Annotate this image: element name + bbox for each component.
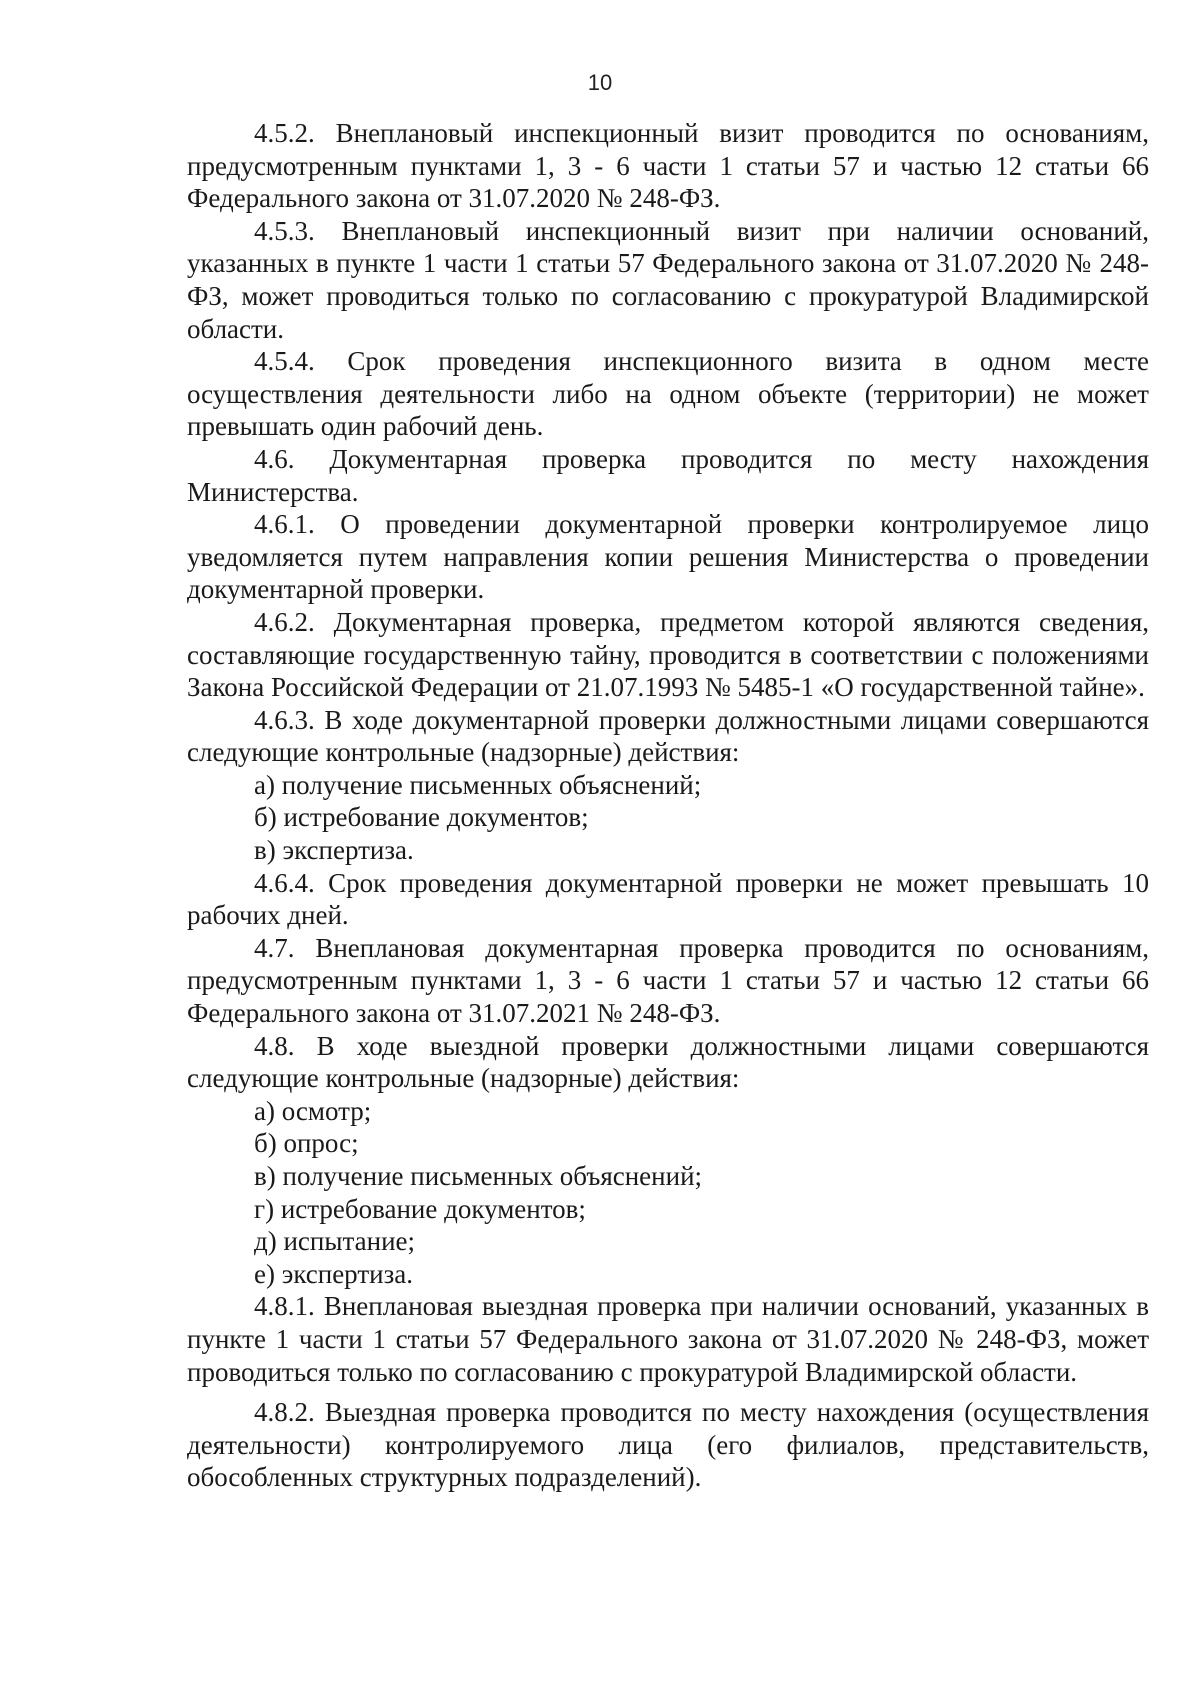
list-item: б) истребование документов; bbox=[254, 802, 589, 833]
list-item: а) осмотр; bbox=[254, 1095, 372, 1126]
paragraph-4-5-2: 4.5.2. Внеплановый инспекционный визит проводится по основаниям, предусмотренным пунктами 1, 3 - 6 части 1 статьи 57 и частью 12 статьи 66 Федерального закона от 31.07.2020 № 248-ФЗ. bbox=[187, 118, 1149, 214]
paragraph-4-6-2: 4.6.2. Документарная проверка, предметом которой являются сведения, составляющие государственную тайну, проводится в соответствии с положениями Закона Российской Федерации от 21.07.1993 № 5485-1 «О государственной тайне». bbox=[187, 606, 1149, 703]
document-body bbox=[187, 117, 1149, 1494]
list-item: в) экспертиза. bbox=[254, 835, 414, 866]
paragraph-4-6-1: 4.6.1. О проведении документарной проверки контролируемое лицо уведомляется путем направления копии решения Министерства о проведении документарной проверки. bbox=[187, 509, 1149, 605]
list-item: г) истребование документов; bbox=[254, 1193, 586, 1224]
paragraph-4-8-1: 4.8.1. Внеплановая выездная проверка при наличии оснований, указанных в пункте 1 части 1 статьи 57 Федерального закона от 31.07.2020 № 248-ФЗ, может проводиться только по согласованию с прокуратурой Владимирской области. bbox=[187, 1291, 1149, 1387]
list-item: а) получение письменных объяснений; bbox=[254, 769, 702, 800]
list-item: б) опрос; bbox=[254, 1128, 359, 1159]
page-number: 10 bbox=[587, 70, 613, 95]
paragraph-4-6-3: 4.6.3. В ходе документарной проверки должностными лицами совершаются следующие контрольные (надзорные) действия: bbox=[187, 704, 1149, 768]
paragraph-4-5-4: 4.5.4. Срок проведения инспекционного визита в одном месте осуществления деятельности либо на одном объекте (территории) не может превышать один рабочий день. bbox=[187, 346, 1149, 442]
paragraph-4-6: 4.6. Документарная проверка проводится по месту нахождения Министерства. bbox=[187, 443, 1149, 507]
paragraph-4-6-4: 4.6.4. Срок проведения документарной проверки не может превышать 10 рабочих дней. bbox=[187, 867, 1149, 931]
paragraph-4-8: 4.8. В ходе выездной проверки должностными лицами совершаются следующие контрольные (надзорные) действия: bbox=[187, 1030, 1149, 1094]
paragraph-4-7: 4.7. Внеплановая документарная проверка проводится по основаниям, предусмотренным пунктами 1, 3 - 6 части 1 статьи 57 и частью 12 статьи 66 Федерального закона от 31.07.2021 № 248-ФЗ. bbox=[187, 932, 1149, 1029]
list-item: е) экспертиза. bbox=[254, 1258, 413, 1289]
paragraph-4-5-3: 4.5.3. Внеплановый инспекционный визит при наличии оснований, указанных в пункте 1 части 1 статьи 57 Федерального закона от 31.07.2020 № 248-ФЗ, может проводиться только по согласованию с прокуратурой Владимирской области. bbox=[187, 215, 1149, 344]
list-item: д) испытание; bbox=[254, 1226, 415, 1257]
list-item: в) получение письменных объяснений; bbox=[254, 1161, 703, 1191]
paragraph-4-8-2: 4.8.2. Выездная проверка проводится по месту нахождения (осуществления деятельности) контролируемого лица (его филиалов, представительств, обособленных структурных подразделений). bbox=[187, 1397, 1149, 1493]
